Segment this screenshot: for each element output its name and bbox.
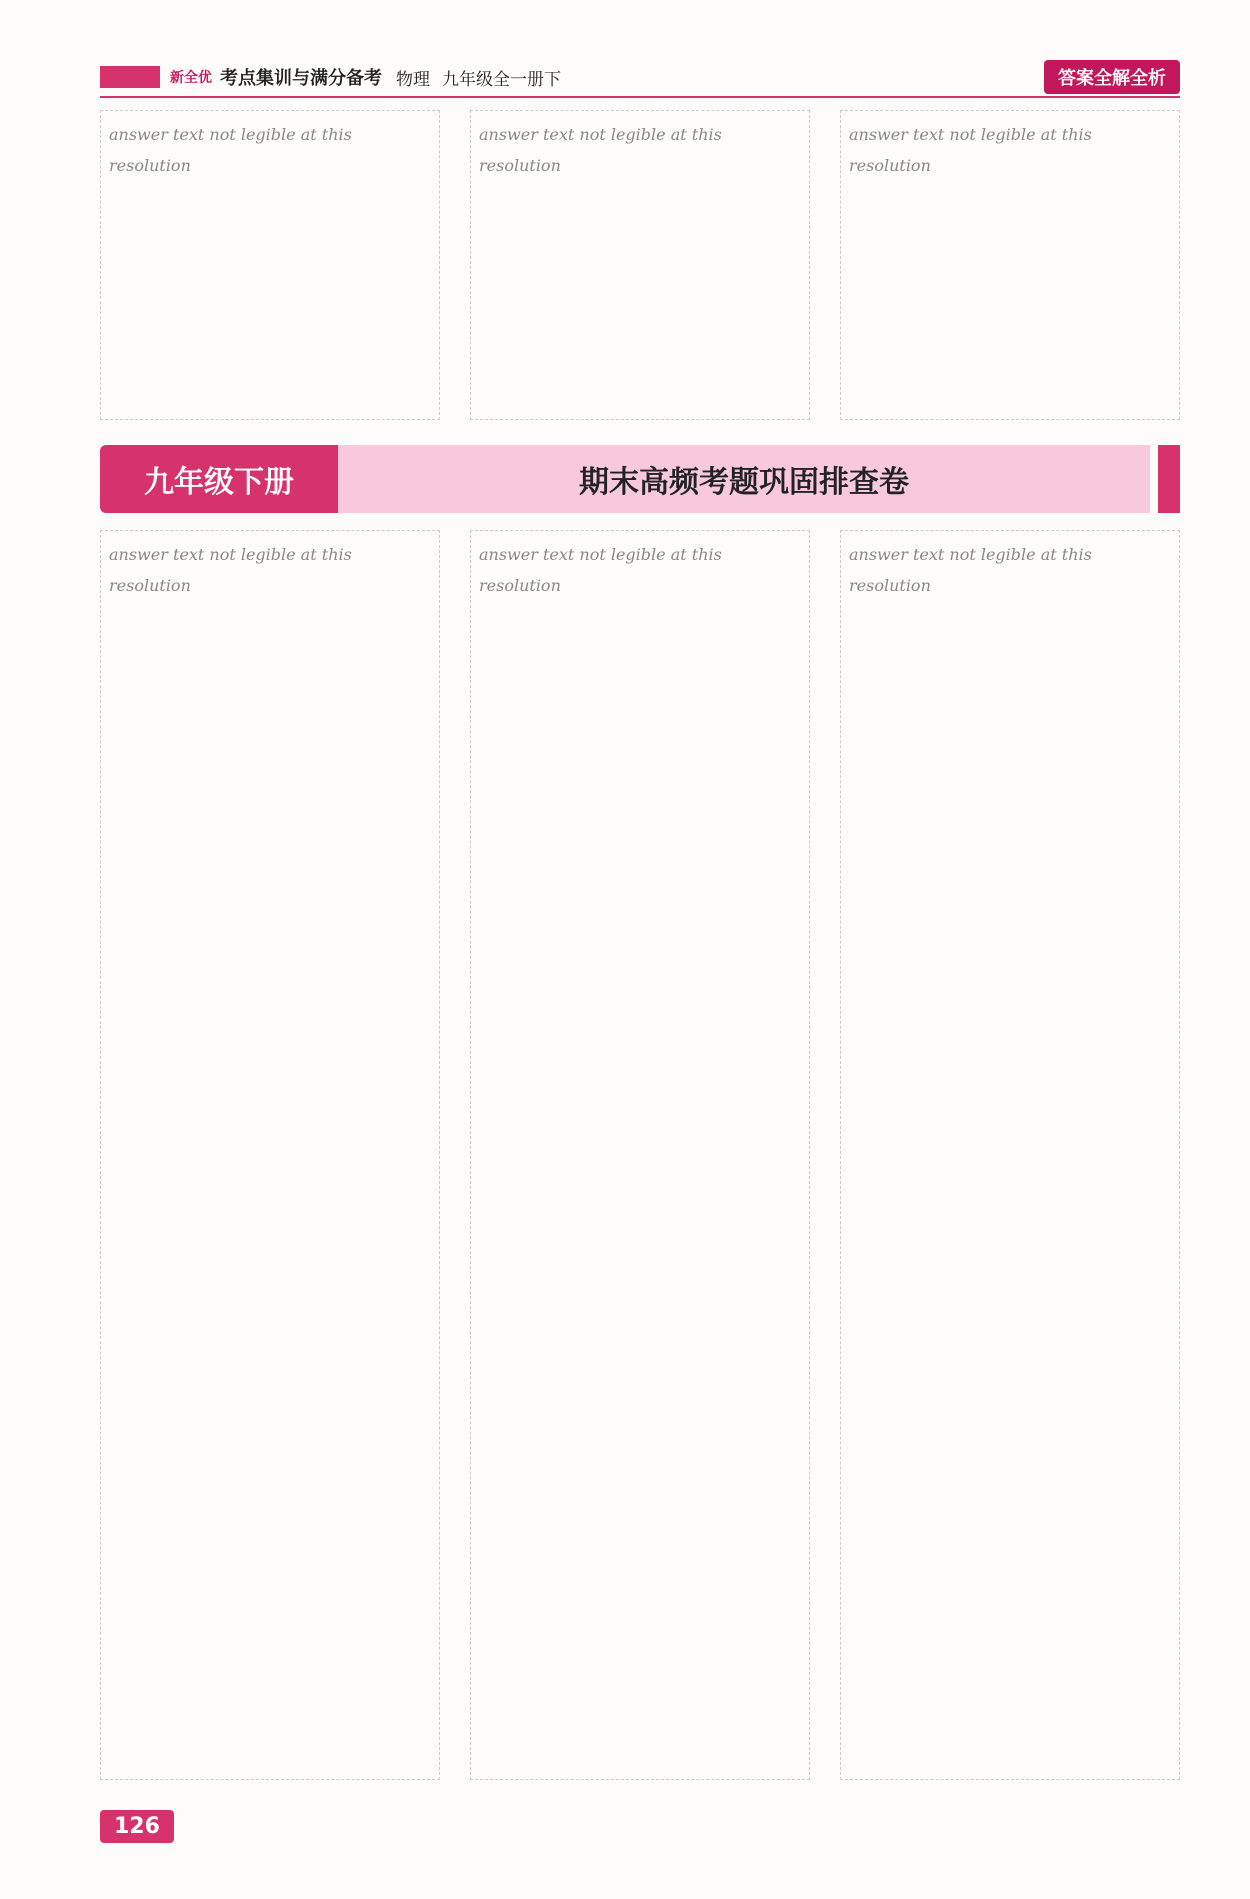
brand-bar [100,66,160,88]
page-number: 126 [100,1810,174,1843]
unreadable-placeholder: answer text not legible at this resolution [840,530,1180,1780]
answer-column-2 [470,110,810,420]
previous-section-answers [100,110,1180,420]
page-header [100,60,1180,94]
series-title: 考点集训与满分备考 [220,68,382,89]
answer-column-3 [840,530,1180,1780]
unreadable-placeholder: answer text not legible at this resolution [840,110,1180,420]
unreadable-placeholder: answer text not legible at this resolution [100,530,440,1780]
section-title: 期末高频考题巩固排查卷 [338,445,1150,513]
banner-end-mark [1158,445,1180,513]
answer-tag: 答案全解全析 [1044,60,1180,94]
section-banner [100,445,1180,513]
answer-column-1 [100,530,440,1780]
exam-answers [100,530,1180,1780]
unreadable-placeholder: answer text not legible at this resolution [100,110,440,420]
answer-column-1 [100,110,440,420]
publisher-logo: 新全优 [170,70,212,86]
unreadable-placeholder: answer text not legible at this resolution [470,530,810,1780]
unreadable-placeholder: answer text not legible at this resolution [470,110,810,420]
grade-label: 九年级全一册下 [442,69,561,90]
subject-label: 物理 [396,69,430,90]
header-rule [100,96,1180,98]
section-grade-label: 九年级下册 [100,445,338,513]
answer-column-3 [840,110,1180,420]
answer-column-2 [470,530,810,1780]
